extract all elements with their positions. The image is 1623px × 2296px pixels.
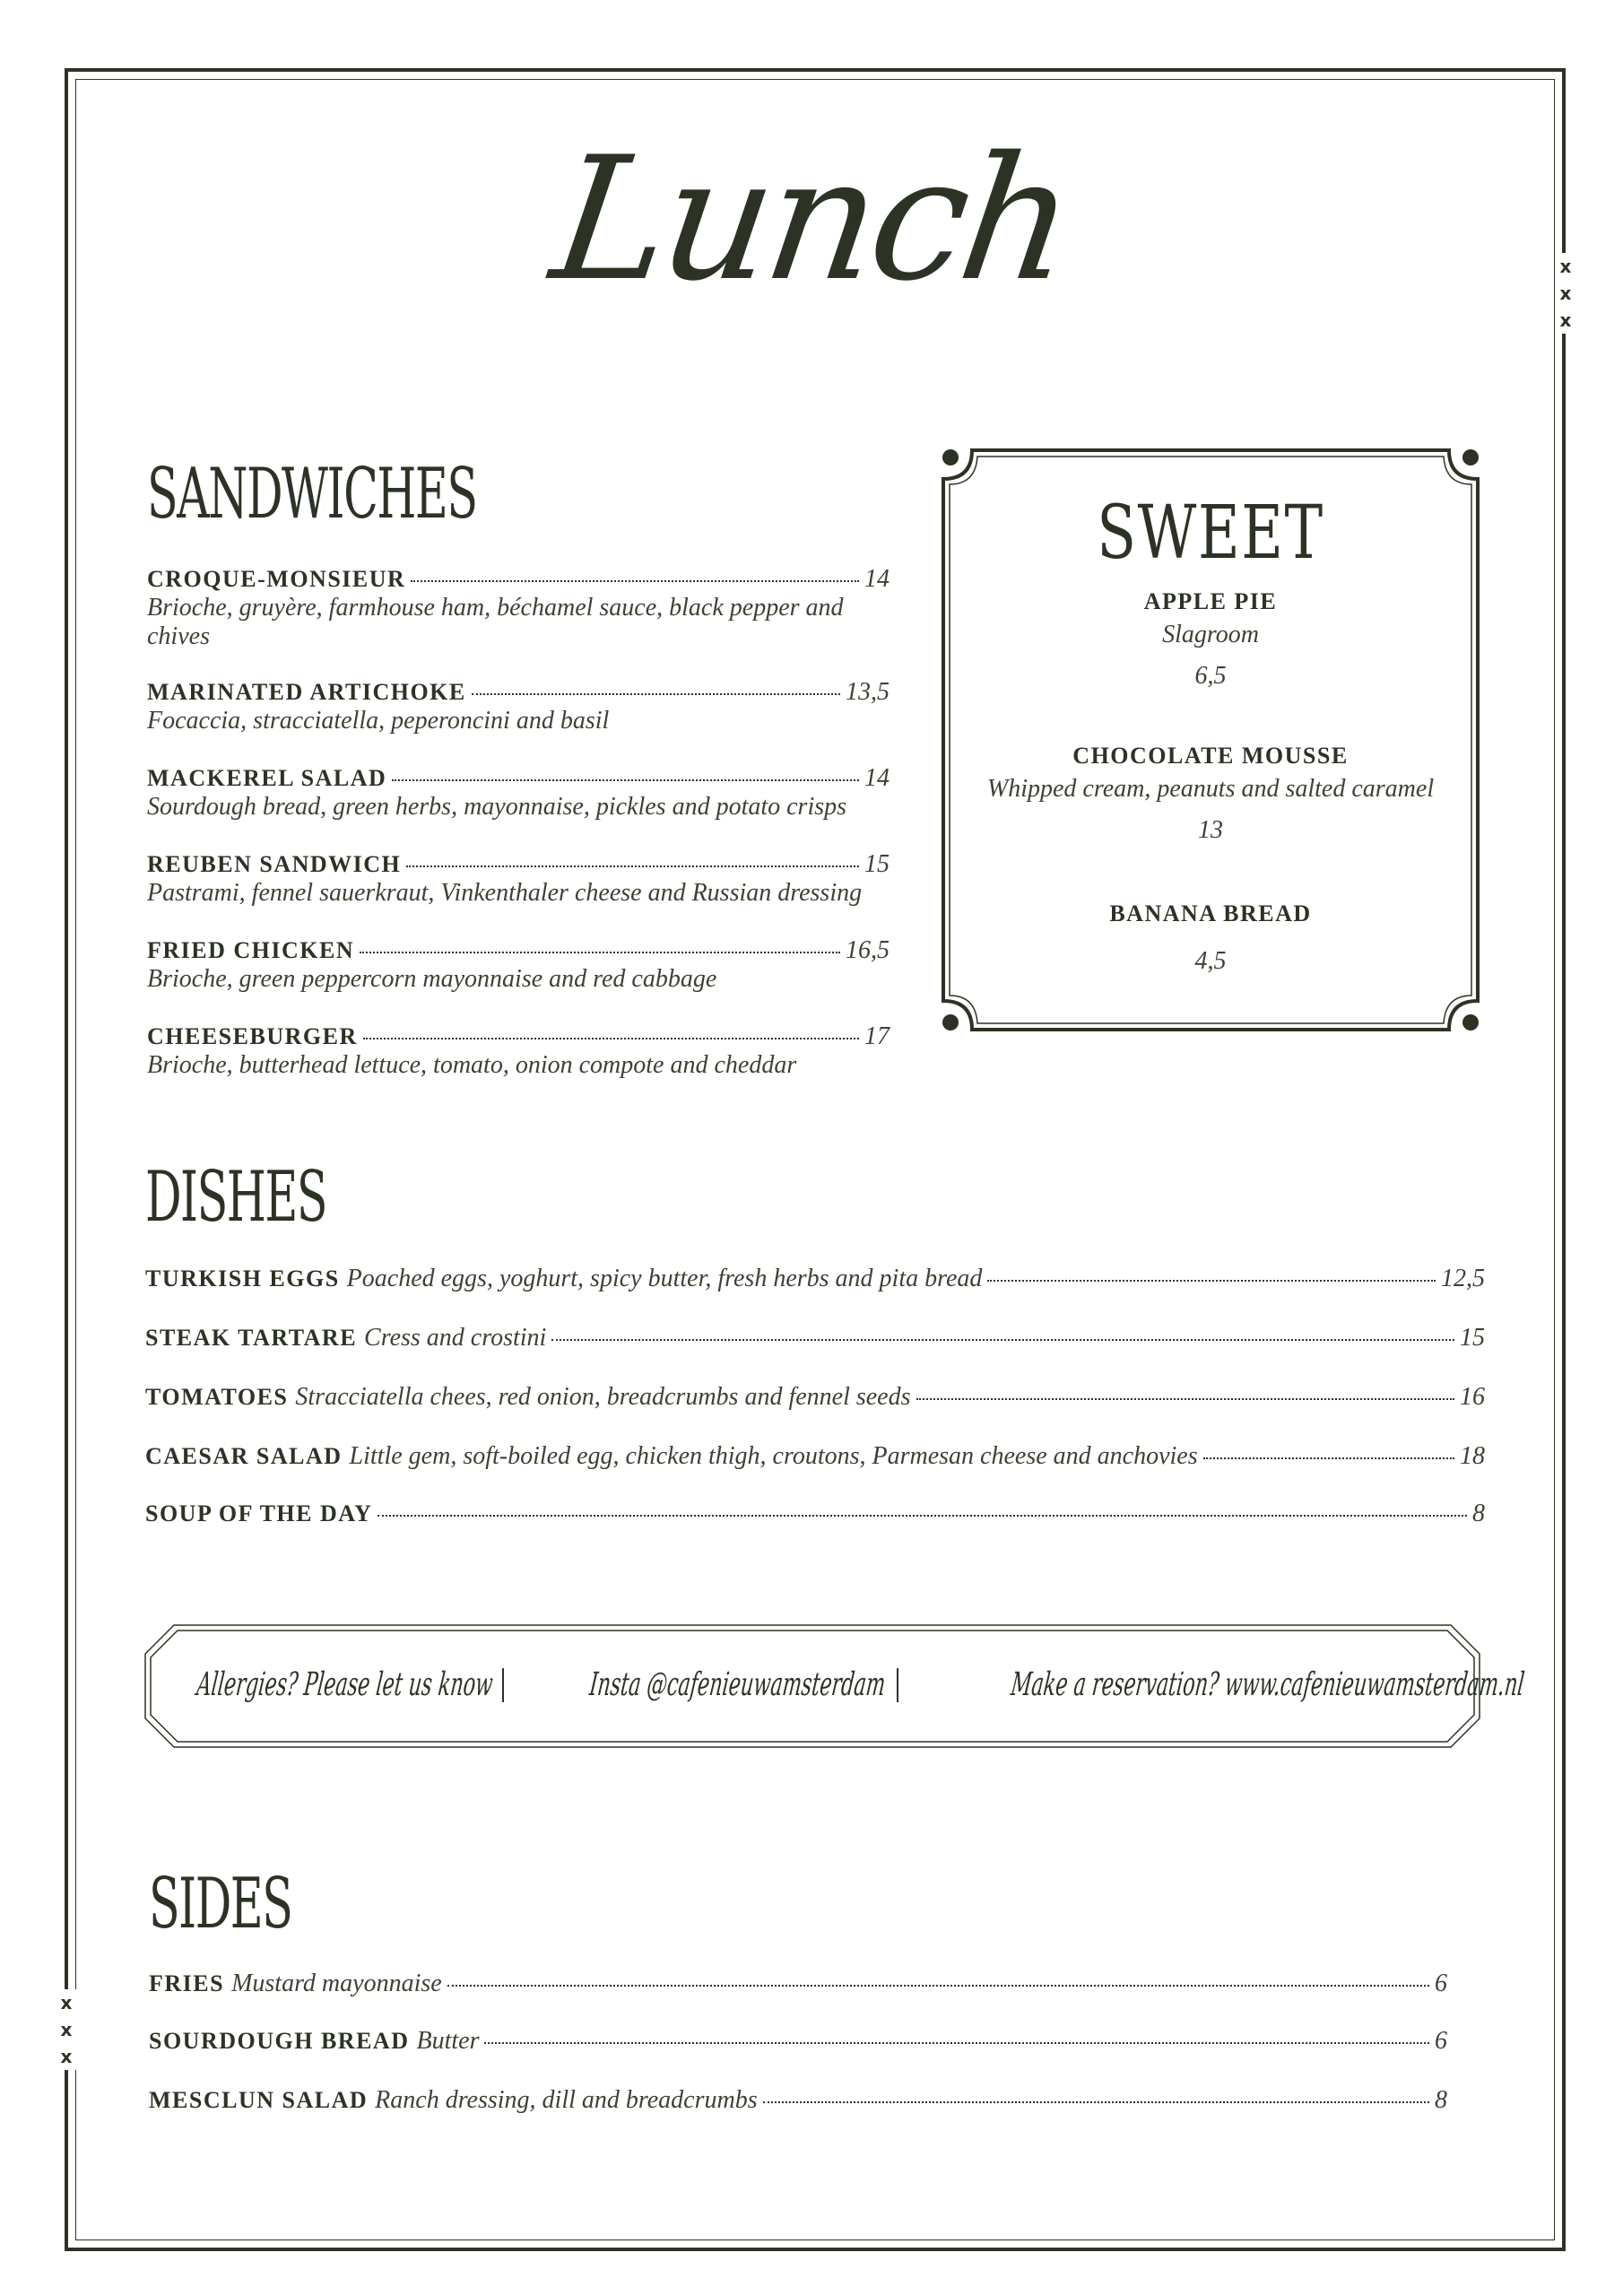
dot-leader (392, 779, 859, 781)
item-price: 4,5 (1194, 947, 1227, 975)
menu-item (145, 1500, 1485, 1528)
info-banner (143, 1623, 1526, 1749)
menu-item (147, 678, 890, 735)
item-description: Whipped cream, peanuts and salted caramel (986, 775, 1435, 803)
ornament-x: x (60, 2019, 73, 2040)
menu-item (145, 1442, 1485, 1471)
item-name: TOMATOES (145, 1384, 289, 1410)
menu-item (147, 565, 890, 651)
dot-leader (551, 1339, 1454, 1341)
item-price: 18 (1460, 1442, 1485, 1470)
item-description: Mustard mayonnaise (231, 1970, 442, 1997)
ornament-bottom-left (56, 1989, 77, 2070)
item-description: Brioche, green peppercorn mayonnaise and red cabbage (147, 965, 717, 993)
ornament-x: x (1559, 309, 1572, 331)
item-price: 6,5 (1194, 662, 1227, 690)
sweet-panel (942, 448, 1480, 1031)
item-price: 6 (1435, 1970, 1447, 1997)
item-price: 6 (1435, 2027, 1447, 2055)
item-name: REUBEN SANDWICH (147, 851, 402, 877)
item-price: 12,5 (1441, 1265, 1485, 1292)
item-price: 14 (864, 764, 890, 792)
ornament-x: x (1559, 256, 1572, 277)
item-description: Poached eggs, yoghurt, spicy butter, fresh herbs and pita bread (346, 1265, 983, 1292)
item-name: MARINATED ARTICHOKE (147, 679, 466, 705)
separator (502, 1668, 504, 1702)
item-name: TURKISH EGGS (145, 1265, 340, 1292)
dot-leader (411, 580, 859, 582)
item-price: 16 (1460, 1383, 1485, 1411)
menu-item (145, 1265, 1485, 1293)
dot-leader (987, 1280, 1436, 1282)
menu-item (149, 1970, 1447, 1998)
menu-item (147, 764, 890, 822)
item-name: CROQUE-MONSIEUR (147, 566, 406, 592)
item-price: 13 (1198, 816, 1223, 844)
item-description: Slagroom (1162, 621, 1259, 648)
dot-leader (472, 693, 840, 695)
item-name: BANANA BREAD (1109, 900, 1312, 926)
dot-leader (763, 2101, 1429, 2103)
item-description: Brioche, butterhead lettuce, tomato, onion compote and cheddar (147, 1051, 797, 1079)
section-heading-sandwiches: SANDWICHES (147, 454, 477, 535)
section-heading-sweet: SWEET (1097, 491, 1324, 576)
item-price: 17 (864, 1022, 890, 1050)
item-price: 15 (864, 850, 890, 878)
item-description: Sourdough bread, green herbs, mayonnaise, pickles and potato crisps (147, 793, 847, 821)
dot-leader (916, 1398, 1455, 1400)
dot-leader (360, 952, 840, 953)
menu-item (147, 936, 890, 994)
dot-leader (1203, 1457, 1454, 1459)
item-description: Pastrami, fennel sauerkraut, Vinkenthaler cheese and Russian dressing (147, 879, 863, 907)
item-price: 15 (1460, 1324, 1485, 1352)
dot-leader (447, 1985, 1429, 1987)
item-name: CHEESEBURGER (147, 1023, 358, 1049)
separator (897, 1668, 898, 1702)
dot-leader (363, 1038, 859, 1039)
item-price: 8 (1472, 1500, 1485, 1527)
ornament-x: x (60, 2046, 73, 2067)
item-name: MESCLUN SALAD (149, 2087, 369, 2113)
menu-item (149, 2086, 1447, 2115)
item-description: Little gem, soft-boiled egg, chicken thigh, croutons, Parmesan cheese and anchovies (349, 1442, 1198, 1470)
item-description: Cress and crostini (364, 1324, 547, 1352)
item-name: STEAK TARTARE (145, 1325, 358, 1351)
item-name: CHOCOLATE MOUSSE (1072, 743, 1349, 769)
item-description: Stracciatella chees, red onion, breadcrumbs and fennel seeds (295, 1383, 911, 1411)
allergies-note: Allergies? Please let us know (195, 1666, 495, 1703)
item-name: SOURDOUGH BREAD (149, 2028, 410, 2054)
item-description: Butter (416, 2027, 480, 2055)
menu-item (149, 2027, 1447, 2056)
menu-item (147, 850, 890, 908)
item-price: 8 (1435, 2086, 1447, 2114)
section-heading-sides: SIDES (149, 1864, 292, 1944)
menu-item (942, 743, 1480, 845)
section-heading-dishes: DISHES (145, 1157, 326, 1238)
menu-item (942, 588, 1480, 691)
item-description: Focaccia, stracciatella, peperoncini and basil (147, 707, 610, 735)
page-title: Lunch (542, 120, 1081, 318)
ornament-x: x (60, 1992, 73, 2013)
dot-leader (378, 1515, 1467, 1517)
instagram-handle: Insta @cafenieuwamsterdam (587, 1666, 888, 1703)
item-name: APPLE PIE (1143, 588, 1278, 614)
item-price: 14 (864, 565, 890, 593)
item-price: 16,5 (846, 936, 890, 964)
dot-leader (484, 2042, 1429, 2044)
item-price: 13,5 (846, 678, 890, 706)
ornament-x: x (1559, 283, 1572, 304)
item-name: CAESAR SALAD (145, 1443, 343, 1469)
menu-item (942, 900, 1480, 976)
item-description: Brioche, gruyère, farmhouse ham, béchamel sauce, black pepper and chives (147, 594, 844, 650)
menu-item (147, 1022, 890, 1080)
item-name: MACKEREL SALAD (147, 765, 387, 791)
item-name: FRIES (149, 1970, 225, 1996)
item-name: SOUP OF THE DAY (145, 1500, 373, 1526)
item-name: FRIED CHICKEN (147, 937, 355, 963)
menu-item (145, 1324, 1485, 1352)
reservation-link[interactable]: Make a reservation? www.cafenieuwamsterdam.nl (1009, 1666, 1526, 1703)
menu-item (145, 1383, 1485, 1412)
dot-leader (406, 865, 859, 867)
item-description: Ranch dressing, dill and breadcrumbs (375, 2086, 758, 2114)
